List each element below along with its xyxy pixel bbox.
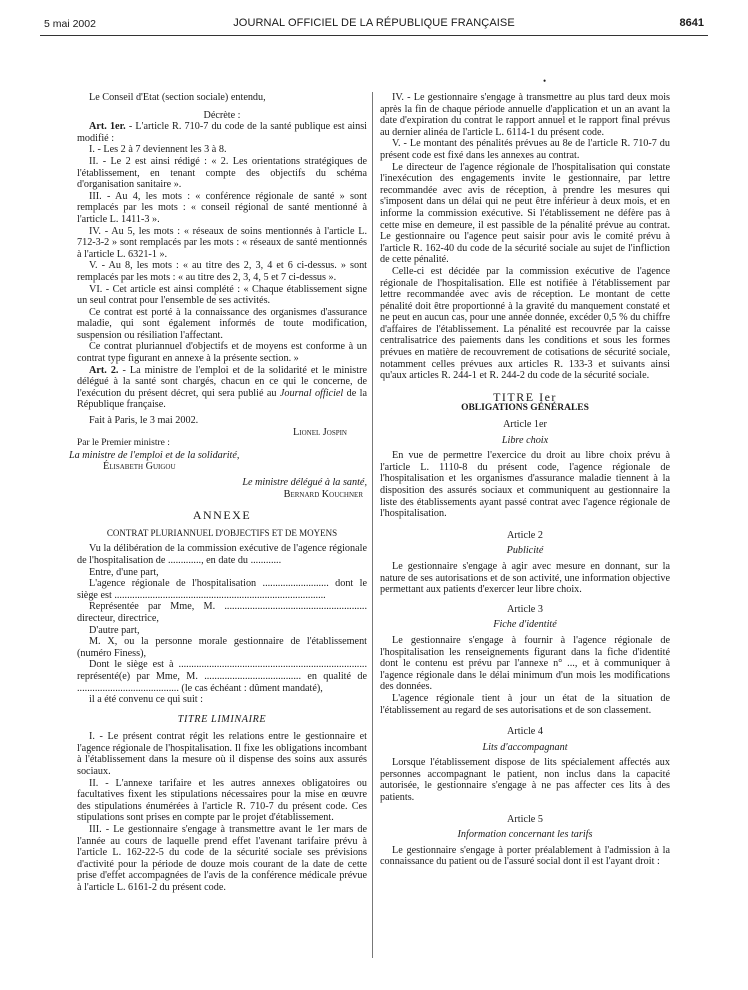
item-vi-b: Ce contrat est porté à la connaissance des organismes d'assurance maladie, qui sont également informés de toute modification, suspension ou résiliation l'affectant. xyxy=(77,306,367,341)
liminaire-ii: II. - L'annexe tarifaire et les autres annexes obligatoires ou facultatives fixent les stipulations nécessaires pour la mise en œuvre des stipulations énumérées à l'article R. 710-7 du présent code. Ces stipulations sont prises en compte par le projet d'établissement. xyxy=(77,777,367,824)
titre-liminaire: TITRE LIMINAIRE xyxy=(177,713,267,725)
signature-kouchner: Bernard Kouchner xyxy=(283,488,363,500)
item-iii: III. - Au 4, les mots : « conférence régionale de santé » sont remplacés par les mots : « conseil régional de santé mentionné à l'article L. 1411-3 ». xyxy=(77,190,367,225)
right-directeur: Le directeur de l'agence régionale de l'hospitalisation qui constate l'inexécution des engagements invite le gestionnaire, par lettre recommandée avec avis de réception, à prendre les mesures qui s'imposent dans un délai qui ne peut être inférieur à deux mois, et en informe la commission exécutive. Si l'établissement ne défère pas à cette mise en demeure, il est passible de la pénalité prévue au contrat. Le gestionnaire ou l'agence peut saisir pour avis le comité prévu à l'article R. 162-40 du code de la sécurité sociale au sujet de l'infliction de cette pénalité. xyxy=(380,161,670,266)
fait-a-paris: Fait à Paris, le 3 mai 2002. xyxy=(89,415,199,427)
vu-deliberation: Vu la délibération de la commission exécutive de l'agence régionale de l'hospitalisation de ............., en date du ............ xyxy=(77,543,367,566)
right-iv: IV. - Le gestionnaire s'engage à transmettre au plus tard deux mois après la fin de chaque période annuelle d'application et un an avant la date d'expiration du contrat le rapport annuel et le rapport final prévus au dernier alinéa de l'article L. 6114-1 du présent code. xyxy=(380,92,670,138)
mx-gestionnaire: M. X, ou la personne morale gestionnaire de l'établissement (numéro Finess), xyxy=(77,636,367,659)
decrete: Décrète : xyxy=(203,109,241,121)
item-ii: II. - Le 2 est ainsi rédigé : « 2. Les orientations stratégiques de l'établissement, en tenant compte des objectifs du schéma d'organisation sanitaire ». xyxy=(77,155,367,191)
article-5-body: Le gestionnaire s'engage à porter préalablement à l'admission à la connaissance du patient ou de l'assuré social dont il est l'ayant droit : xyxy=(380,844,670,868)
convenu: il a été convenu ce qui suit : xyxy=(89,694,204,706)
page-header xyxy=(44,16,704,32)
article-1 xyxy=(77,121,367,144)
ministre-sante: Le ministre délégué à la santé, xyxy=(242,477,367,488)
agence-regionale: L'agence régionale de l'hospitalisation .......................... dont le siège est ................................................................................... xyxy=(77,578,367,601)
obligations-generales: OBLIGATIONS GÉNÉRALES xyxy=(461,403,589,414)
article-2-subtitle: Publicité xyxy=(506,545,544,557)
article-5-subtitle: Information concernant les tarifs xyxy=(457,829,593,841)
margin-dot: • xyxy=(543,76,547,86)
article-4-heading: Article 4 xyxy=(507,726,543,738)
right-v: V. - Le montant des pénalités prévues au 8e de l'article R. 710-7 du présent code est fixé dans les annexes au contrat. xyxy=(380,138,670,161)
header-date: 5 mai 2002 xyxy=(44,18,96,30)
article-4-subtitle: Lits d'accompagnant xyxy=(482,741,568,753)
par-premier-ministre: Par le Premier ministre : xyxy=(77,438,170,449)
autre-part: D'autre part, xyxy=(89,624,140,636)
liminaire-i: I. - Le présent contrat régit les relations entre le gestionnaire et l'agence régionale de l'hospitalisation. Il fixe les obligations incombant à l'établissement dans la mesure où il dispense des soins aux assurés sociaux. xyxy=(77,731,367,778)
column-divider xyxy=(372,92,373,958)
representee: Représentée par Mme, M. ........................................................ directeur, directrice, xyxy=(77,601,367,624)
article-3-heading: Article 3 xyxy=(507,603,543,615)
titre-1: TITRE Ier xyxy=(493,389,557,404)
article-1-text: - L'article R. 710-7 du code de la santé publique est ainsi modifié : xyxy=(77,121,367,144)
article-3-body: Le gestionnaire s'engage à fournir à l'agence régionale de l'hospitalisation les renseignements figurant dans la fiche d'identité dont le contenu est prévu par l'annexe n° ..., et à communiquer à l'agence régionale dans le délai minimum d'un mois les modifications des données. xyxy=(380,634,670,693)
article-1-body: En vue de permettre l'exercice du droit au libre choix prévu à l'article L. 1110-8 du présent code, l'agence régionale de l'hospitalisation et les organismes d'assurance maladie tiennent à la disposition des assurés sociaux et communiquent au gestionnaire la liste des établissements ayant passé contrat avec l'agence régionale de l'hospitalisation. xyxy=(380,450,670,520)
item-v: V. - Au 8, les mots : « au titre des 2, 3, 4 et 6 ci-dessus. » sont remplacés par les mots : « au titre des 2, 3, 4, 5 et 7 ci-dessus ». xyxy=(77,260,367,283)
article-2-label: Art. 2. xyxy=(89,364,119,376)
intro: Le Conseil d'Etat (section sociale) entendu, xyxy=(89,92,266,103)
header-page-number: 8641 xyxy=(679,17,704,29)
article-2-end: de la République française. xyxy=(77,387,368,411)
article-3-body-2: L'agence régionale tient à jour un état de la situation de l'établissement au regard de ses autorisations et de son classement. xyxy=(380,692,670,716)
item-vi-c: Ce contrat pluriannuel d'objectifs et de moyens est conforme à un contrat type figurant en annexe à la présente section. » xyxy=(77,341,367,365)
siege: Dont le siège est à .......................................................................... représenté(e) par Mme, M. ...................................... en qualité de ........................................ (le cas échéant : dûment mandaté), xyxy=(77,659,367,694)
article-4-body: Lorsque l'établissement dispose de lits spécialement affectés aux personnes accompagnant le patient, non inclus dans la capacité autorisée, le gestionnaire s'engage à ne pas affecter ces lits à des patients. xyxy=(380,757,670,804)
item-iv: IV. - Au 5, les mots : « réseaux de soins mentionnés à l'article L. 712-3-2 » sont remplacés par les mots : « réseaux de santé mentionnés à l'article L. 6321-1 ». xyxy=(77,225,367,260)
article-1-label: Art. 1er. xyxy=(89,121,126,133)
article-2-text: - La ministre de l'emploi et de la solidarité et le ministre délégué à la santé sont chargés, chacun en ce qui le concerne, de l'exécution du présent décret, qui sera publié au xyxy=(77,364,367,399)
entre: Entre, d'une part, xyxy=(89,566,159,578)
header-title: JOURNAL OFFICIEL DE LA RÉPUBLIQUE FRANÇAISE xyxy=(233,17,515,29)
article-2-body: Le gestionnaire s'engage à agir avec mesure en donnant, sur la nature de ses autorisations et de son activité, une information objective permettant aux patients d'exercer leur libre choix. xyxy=(380,560,670,596)
signature-guigou: Élisabeth Guigou xyxy=(103,461,176,473)
article-2-heading: Article 2 xyxy=(507,529,543,541)
header-rule xyxy=(40,35,708,36)
article-2 xyxy=(77,365,367,411)
right-column xyxy=(380,92,670,868)
article-1-subtitle: Libre choix xyxy=(501,434,549,446)
signature-jospin: Lionel Jospin xyxy=(293,426,347,438)
ministre-emploi: La ministre de l'emploi et de la solidarité, xyxy=(69,449,240,461)
article-3-subtitle: Fiche d'identité xyxy=(493,619,557,631)
article-2-journal: Journal officiel xyxy=(279,387,344,399)
liminaire-iii: III. - Le gestionnaire s'engage à transmettre avant le 1er mars de l'année au cours de laquelle prend effet l'avenant tarifaire prévu à l'article L. 162-22-5 du code de la sécurité sociale ses prévisions d'activité pour la période de douze mois courant de la date de cette prise d'effet accompagnées de l'avis de la conférence médicale prévue à l'article L. 6161-2 du présent code. xyxy=(77,824,367,893)
contrat-title: CONTRAT PLURIANNUEL D'OBJECTIFS ET DE MOYENS xyxy=(106,527,338,538)
article-5-heading: Article 5 xyxy=(507,813,543,825)
item-i: I. - Les 2 à 7 deviennent les 3 à 8. xyxy=(89,144,227,156)
annexe-title: ANNEXE xyxy=(192,508,252,523)
right-penalite: Celle-ci est décidée par la commission exécutive de l'agence régionale de l'hospitalisation. Elle est notifiée à l'établissement par lettre recommandée avec avis de réception. Le montant de cette pénalité doit être proportionné à la gravité du manquement constaté et ne peut en aucun cas, pour une année donnée, excéder 0,5 % du chiffre d'affaires de l'établissement. La pénalité est recouvrée par la caisse centralisatrice des paiements dans les conditions et sous les formes prévues en matière de recouvrement de cotisations de sécurité sociale, notamment celles prévues aux articles R. 133-3 et suivants ainsi qu'aux articles R. 244-1 et R. 244-2 du code de la sécurité sociale. xyxy=(380,265,670,382)
item-vi: VI. - Cet article est ainsi complété : « Chaque établissement signe un seul contrat pour l'ensemble de ses activités. xyxy=(77,283,367,307)
article-1-heading: Article 1er xyxy=(503,419,547,431)
left-column xyxy=(69,92,368,894)
